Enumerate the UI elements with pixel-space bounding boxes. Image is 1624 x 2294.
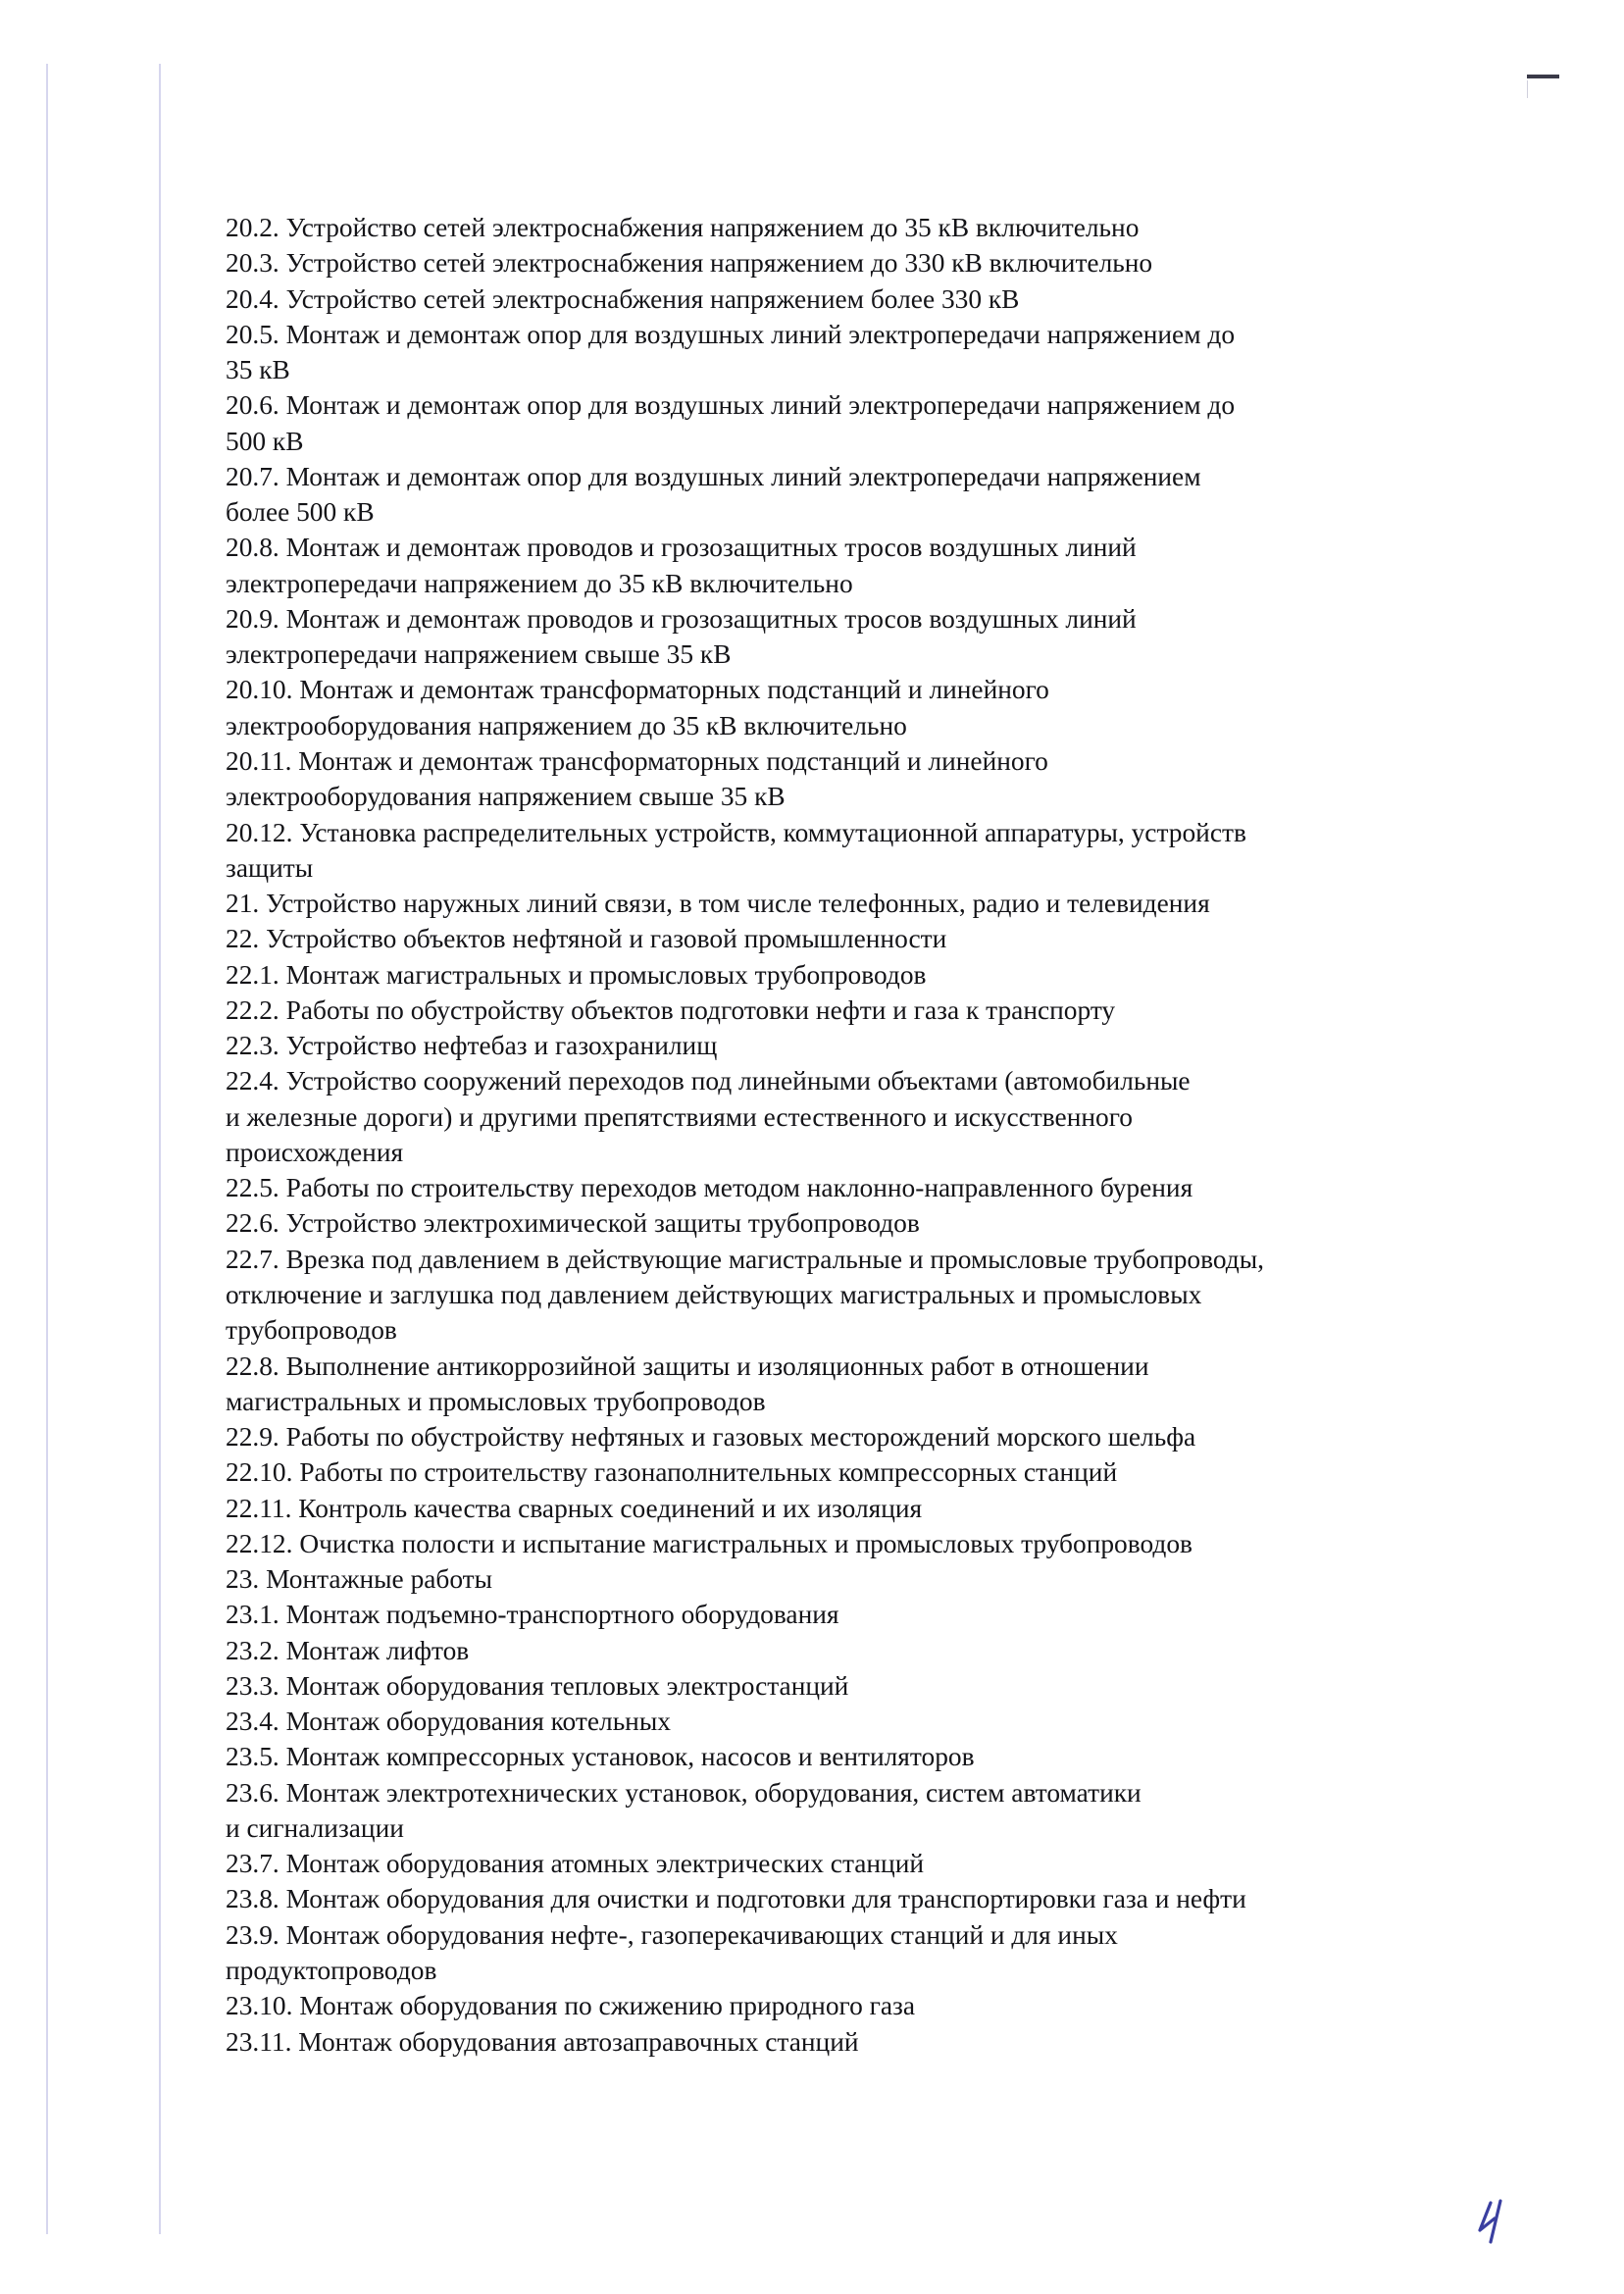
document-line: 23.6. Монтаж электротехнических установок, оборудования, систем автоматики [226, 1777, 1142, 1808]
document-line: 20.11. Монтаж и демонтаж трансформаторных подстанций и линейного [226, 745, 1048, 776]
document-line: 20.2. Устройство сетей электроснабжения напряжением до 35 кВ включительно [226, 213, 1140, 242]
document-line: 23.9. Монтаж оборудования нефте-, газоперекачивающих станций и для иных [226, 1919, 1118, 1950]
document-line: 20.3. Устройство сетей электроснабжения напряжением до 330 кВ включительно [226, 248, 1153, 279]
document-line: 23.1. Монтаж подъемно-транспортного оборудования [226, 1600, 839, 1630]
document-line: 22.2. Работы по обустройству объектов подготовки нефти и газа к транспорту [226, 994, 1116, 1025]
document-line: 22. Устройство объектов нефтяной и газовой промышленности [226, 924, 947, 954]
document-line: отключение и заглушка под давлением действующих магистральных и промысловых [226, 1279, 1202, 1309]
document-line: 20.6. Монтаж и демонтаж опор для воздушных линий электропередачи напряжением до [226, 390, 1236, 421]
document-line: происхождения [226, 1137, 404, 1167]
document-line: 23.10. Монтаж оборудования по сжижению природного газа [226, 1991, 915, 2021]
document-line: 22.1. Монтаж магистральных и промысловых трубопроводов [226, 959, 927, 990]
scan-edge-line [46, 64, 48, 2234]
corner-mark [1527, 75, 1559, 78]
document-line: 22.7. Врезка под давлением в действующие магистральные и промысловые трубопроводы, [226, 1244, 1264, 1274]
corner-tick [1527, 80, 1528, 98]
document-body [226, 210, 1461, 2060]
document-line: 22.11. Контроль качества сварных соединений и их изоляция [226, 1493, 923, 1523]
document-line: электрооборудования напряжением свыше 35 кВ [226, 782, 786, 812]
document-line: 23. Монтажные работы [226, 1564, 493, 1595]
document-line: 20.7. Монтаж и демонтаж опор для воздушных линий электропередачи напряжением [226, 461, 1201, 491]
document-line: 20.10. Монтаж и демонтаж трансформаторных подстанций и линейного [226, 675, 1049, 705]
document-line: электрооборудования напряжением до 35 кВ включительно [226, 710, 907, 740]
document-line: и сигнализации [226, 1812, 404, 1843]
document-line: трубопроводов [226, 1315, 397, 1346]
document-line: 20.12. Установка распределительных устройств, коммутационной аппаратуры, устройств [226, 817, 1246, 847]
document-line: 23.3. Монтаж оборудования тепловых электростанций [226, 1670, 849, 1701]
document-line: 22.5. Работы по строительству переходов методом наклонно-направленного бурения [226, 1173, 1193, 1203]
document-line: электропередачи напряжением свыше 35 кВ [226, 639, 732, 670]
document-line: 22.3. Устройство нефтебаз и газохранилищ [226, 1031, 718, 1061]
document-line: более 500 кВ [226, 497, 375, 528]
document-line: 20.9. Монтаж и демонтаж проводов и грозозащитных тросов воздушных линий [226, 603, 1137, 634]
document-line: 22.9. Работы по обустройству нефтяных и газовых месторождений морского шельфа [226, 1422, 1196, 1453]
document-line: 20.5. Монтаж и демонтаж опор для воздушных линий электропередачи напряжением до [226, 319, 1236, 349]
document-line: 23.2. Монтаж лифтов [226, 1635, 470, 1665]
document-line: 35 кВ [226, 355, 290, 385]
document-line: 500 кВ [226, 426, 304, 456]
document-line: 22.4. Устройство сооружений переходов под линейными объектами (автомобильные [226, 1066, 1191, 1096]
document-line: 23.5. Монтаж компрессорных установок, насосов и вентиляторов [226, 1742, 975, 1772]
scan-margin-line [159, 64, 161, 2234]
document-line: продуктопроводов [226, 1956, 437, 1986]
document-line: 23.8. Монтаж оборудования для очистки и подготовки для транспортировки газа и нефти [226, 1884, 1246, 1914]
document-line: 20.4. Устройство сетей электроснабжения напряжением более 330 кВ [226, 283, 1020, 314]
document-line: 22.6. Устройство электрохимической защиты трубопроводов [226, 1208, 920, 1239]
document-line: 22.12. Очистка полости и испытание магистральных и промысловых трубопроводов [226, 1528, 1193, 1558]
document-line: 23.4. Монтаж оборудования котельных [226, 1707, 671, 1737]
document-line: 20.8. Монтаж и демонтаж проводов и грозозащитных тросов воздушных линий [226, 533, 1137, 563]
document-line: 22.8. Выполнение антикоррозийной защиты и изоляционных работ в отношении [226, 1351, 1149, 1381]
document-line: 23.11. Монтаж оборудования автозаправочных станций [226, 2026, 859, 2057]
document-line: 23.7. Монтаж оборудования атомных электрических станций [226, 1849, 925, 1879]
document-line: 22.10. Работы по строительству газонаполнительных компрессорных станций [226, 1457, 1118, 1488]
document-line: защиты [226, 852, 314, 883]
document-line: магистральных и промысловых трубопроводов [226, 1386, 766, 1416]
document-line: и железные дороги) и другими препятствиями естественного и искусственного [226, 1101, 1133, 1132]
document-line: 21. Устройство наружных линий связи, в том числе телефонных, радио и телевидения [226, 889, 1210, 919]
document-line: электропередачи напряжением до 35 кВ включительно [226, 568, 853, 598]
